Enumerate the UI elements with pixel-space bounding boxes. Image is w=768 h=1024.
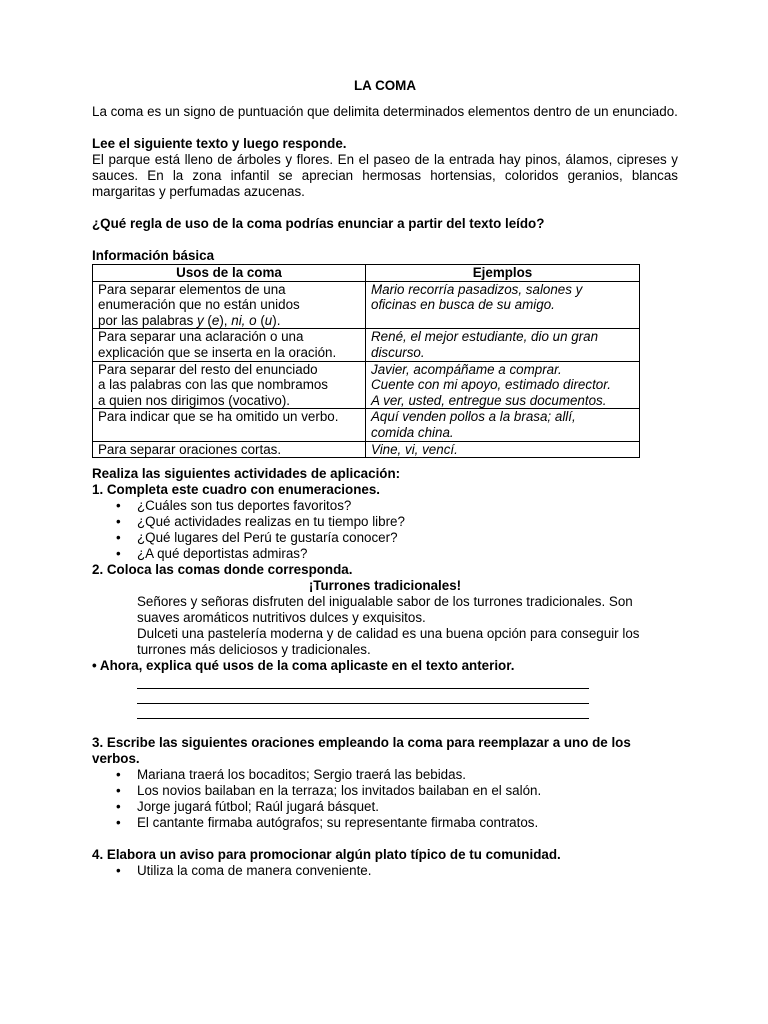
activity-2-paragraph-1: Señores y señoras disfruten del inigualable sabor de los turrones tradicionales. Son suaves aromáticos nutritivos dulces y exquisitos.: [137, 594, 633, 626]
activity-2-heading: 2. Coloca las comas donde corresponda.: [92, 562, 353, 578]
table-row: [93, 441, 640, 458]
use-cell: Para separar del resto del enunciado a las palabras con las que nombramos a quien nos dirigimos (vocativo).: [93, 361, 366, 409]
activity-1-list: [92, 498, 678, 562]
answer-line[interactable]: [137, 704, 589, 719]
example-cell: Aquí venden pollos a la brasa; allí, comida china.: [366, 409, 640, 441]
table-row: [93, 409, 640, 441]
column-header-examples: Ejemplos: [366, 265, 640, 282]
list-item: • El cantante firmaba autógrafos; su representante firmaba contratos.: [137, 815, 678, 831]
table-row: [93, 329, 640, 361]
usage-table: [92, 264, 640, 458]
activity-3-list: [92, 767, 678, 831]
list-item: • Utiliza la coma de manera conveniente.: [137, 863, 678, 879]
use-cell: Para indicar que se ha omitido un verbo.: [93, 409, 366, 441]
reading-heading: Lee el siguiente texto y luego responde.: [92, 136, 347, 151]
list-item: • ¿A qué deportistas admiras?: [137, 546, 678, 562]
activity-1-heading: 1. Completa este cuadro con enumeraciones.: [92, 482, 380, 498]
reading-text: El parque está lleno de árboles y flores. En el paseo de la entrada hay pinos, álamos, cipreses y sauces. En la zona infantil se aprecian hermosas hortensias, coloridos geranios, blancas margaritas y perfumadas azucenas.: [92, 152, 678, 199]
activity-2-subtitle: ¡Turrones tradicionales!: [308, 578, 462, 594]
table-row: [93, 361, 640, 409]
question-text: ¿Qué regla de uso de la coma podrías enunciar a partir del texto leído?: [92, 216, 545, 231]
answer-line[interactable]: [137, 689, 589, 704]
activity-4-heading: 4. Elabora un aviso para promocionar algún plato típico de tu comunidad.: [92, 847, 561, 863]
list-item: • Jorge jugará fútbol; Raúl jugará básquet.: [137, 799, 678, 815]
activity-2-followup: • Ahora, explica qué usos de la coma aplicaste en el texto anterior.: [92, 658, 515, 674]
document-page: [92, 78, 678, 879]
table-row: [93, 281, 640, 329]
document-title: LA COMA: [354, 78, 416, 93]
use-cell: Para separar elementos de una enumeración que no están unidos por las palabras y (e), ni, o (u).: [93, 281, 366, 329]
list-item: • Mariana traerá los bocaditos; Sergio traerá las bebidas.: [137, 767, 678, 783]
activities-heading: Realiza las siguientes actividades de aplicación:: [92, 466, 401, 482]
activity-3-heading: 3. Escribe las siguientes oraciones empleando la coma para reemplazar a uno de los verbos.: [92, 735, 631, 767]
info-heading: Información básica: [92, 248, 215, 263]
example-cell: Vine, vi, vencí.: [366, 441, 640, 458]
activity-2-paragraph-2: Dulceti una pastelería moderna y de calidad es una buena opción para conseguir los turrones más deliciosos y tradicionales.: [137, 626, 640, 658]
example-cell: Javier, acompáñame a comprar. Cuente con mi apoyo, estimado director. A ver, usted, entregue sus documentos.: [366, 361, 640, 409]
answer-line[interactable]: [137, 674, 589, 689]
list-item: • Los novios bailaban en la terraza; los invitados bailaban en el salón.: [137, 783, 678, 799]
activity-4-list: [92, 863, 678, 879]
table-header-row: [93, 265, 640, 282]
intro-paragraph: La coma es un signo de puntuación que delimita determinados elementos dentro de un enunciado.: [92, 104, 678, 119]
list-item: • ¿Qué actividades realizas en tu tiempo libre?: [137, 514, 678, 530]
use-cell: Para separar oraciones cortas.: [93, 441, 366, 458]
list-item: • ¿Qué lugares del Perú te gustaría conocer?: [137, 530, 678, 546]
list-item: • ¿Cuáles son tus deportes favoritos?: [137, 498, 678, 514]
example-cell: René, el mejor estudiante, dio un gran discurso.: [366, 329, 640, 361]
example-cell: Mario recorría pasadizos, salones y oficinas en busca de su amigo.: [366, 281, 640, 329]
use-cell: Para separar una aclaración o una explicación que se inserta en la oración.: [93, 329, 366, 361]
column-header-uses: Usos de la coma: [93, 265, 366, 282]
